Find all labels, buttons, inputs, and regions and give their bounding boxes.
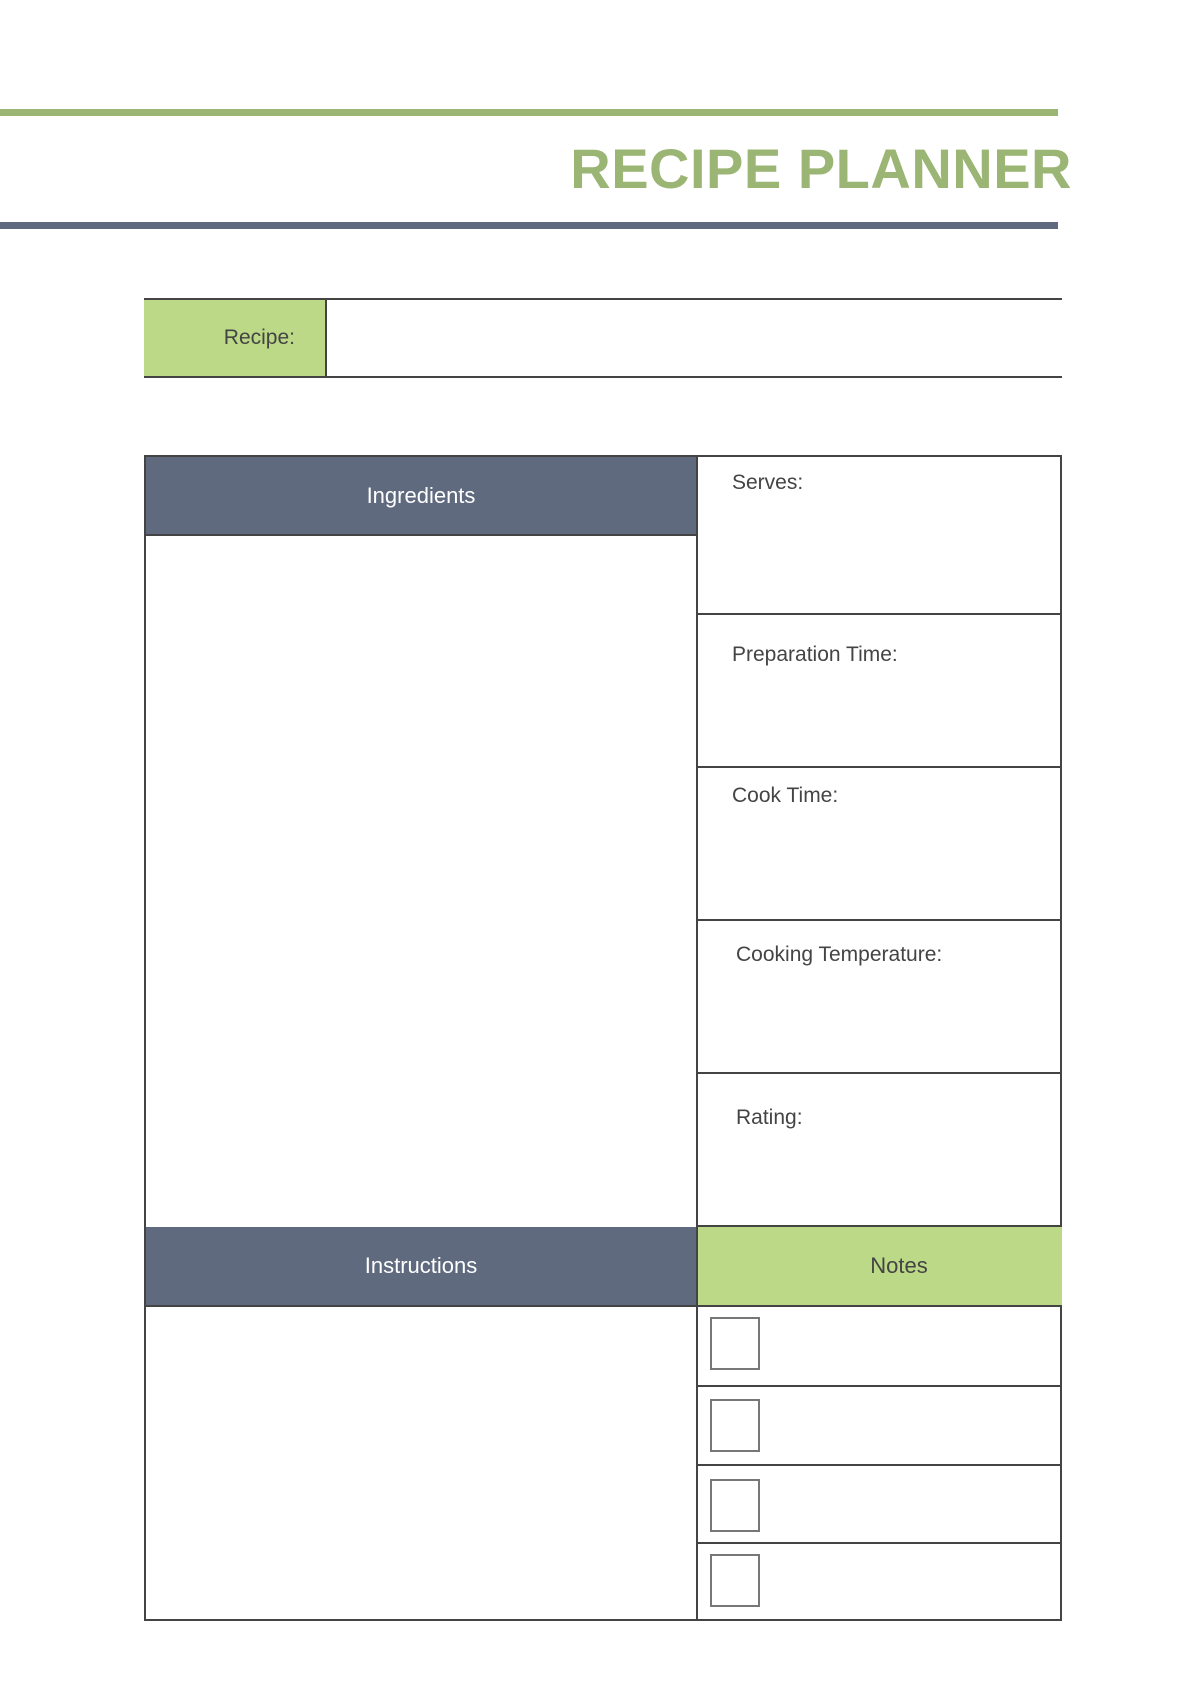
prep-time-field[interactable] — [698, 615, 1062, 768]
note-checkbox[interactable] — [710, 1479, 760, 1532]
serves-field[interactable] — [698, 457, 1062, 615]
note-checkbox[interactable] — [710, 1317, 760, 1370]
note-checkbox[interactable] — [710, 1554, 760, 1607]
ingredients-header: Ingredients — [146, 457, 696, 536]
recipe-grid — [144, 455, 1062, 1621]
note-checkbox[interactable] — [710, 1399, 760, 1452]
notes-row[interactable] — [698, 1466, 1062, 1544]
page-title: RECIPE PLANNER — [570, 137, 1072, 200]
recipe-name-row — [144, 298, 1062, 378]
recipe-label — [144, 300, 327, 376]
ingredients-input[interactable] — [146, 536, 696, 1227]
notes-row[interactable] — [698, 1544, 1062, 1619]
instructions-input[interactable] — [146, 1307, 696, 1619]
recipe-label-text: Recipe: — [223, 326, 295, 349]
notes-row[interactable] — [698, 1387, 1062, 1466]
prep-time-label: Preparation Time: — [732, 643, 898, 666]
cook-time-label: Cook Time: — [732, 784, 839, 807]
notes-header: Notes — [698, 1227, 1062, 1307]
notes-row[interactable] — [698, 1307, 1062, 1387]
rating-field[interactable] — [698, 1074, 1062, 1227]
cook-time-field[interactable] — [698, 768, 1062, 921]
cooking-temperature-field[interactable] — [698, 921, 1062, 1074]
rating-label: Rating: — [736, 1106, 803, 1129]
cooking-temperature-label: Cooking Temperature: — [736, 943, 943, 966]
header-divider-line — [0, 222, 1058, 229]
serves-label: Serves: — [732, 471, 804, 494]
instructions-header: Instructions — [146, 1227, 696, 1307]
top-accent-line — [0, 109, 1058, 116]
recipe-name-input[interactable] — [327, 300, 1062, 376]
